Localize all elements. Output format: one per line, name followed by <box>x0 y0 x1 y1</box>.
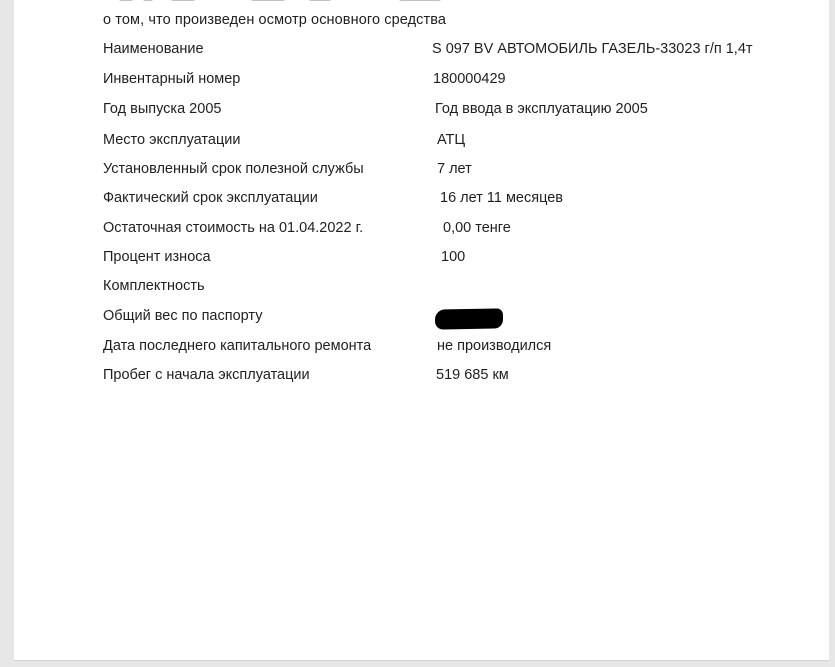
row-name <box>103 41 808 61</box>
cut-off-text-line <box>119 0 449 4</box>
row-label: Процент износа <box>103 249 211 265</box>
row-value: S 097 BV АВТОМОБИЛЬ ГАЗЕЛЬ-33023 г/п 1,4т <box>432 41 753 57</box>
row-value: 180000429 <box>433 71 506 87</box>
row-location <box>103 132 808 152</box>
row-residual-value <box>103 220 808 240</box>
page-edge <box>14 660 829 661</box>
row-value: 0,00 тенге <box>443 220 511 236</box>
row-mileage <box>103 367 808 387</box>
intro-text: о том, что произведен осмотр основного средства <box>103 12 447 28</box>
row-label: Остаточная стоимость на 01.04.2022 г. <box>103 220 364 236</box>
row-last-overhaul <box>103 338 808 358</box>
row-value: 16 лет 11 месяцев <box>440 190 563 206</box>
row-label: Дата последнего капитального ремонта <box>103 338 372 354</box>
row-wear-percent <box>103 249 808 269</box>
row-value: 519 685 км <box>436 367 509 383</box>
row-year <box>103 101 808 121</box>
row-label: Комплектность <box>103 278 205 294</box>
row-completeness <box>103 278 808 298</box>
row-label: Год выпуска 2005 <box>103 101 222 117</box>
row-label: Фактический срок эксплуатации <box>103 190 318 206</box>
row-inventory-number <box>103 71 808 91</box>
document-page <box>14 0 829 660</box>
row-label: Инвентарный номер <box>103 71 241 87</box>
row-service-life <box>103 161 808 181</box>
row-label: Общий вес по паспорту <box>103 308 263 324</box>
row-actual-life <box>103 190 808 210</box>
row-value: АТЦ <box>437 132 466 148</box>
row-value: не производился <box>437 338 552 354</box>
row-value: 7 лет <box>437 161 472 177</box>
row-label: Наименование <box>103 41 204 57</box>
row-value: Год ввода в эксплуатацию 2005 <box>435 101 648 117</box>
redaction-mark <box>435 308 503 329</box>
row-label: Установленный срок полезной службы <box>103 161 364 177</box>
row-label: Пробег с начала эксплуатации <box>103 367 310 383</box>
row-value: 100 <box>441 249 466 265</box>
row-weight <box>103 308 808 328</box>
row-label: Место эксплуатации <box>103 132 241 148</box>
